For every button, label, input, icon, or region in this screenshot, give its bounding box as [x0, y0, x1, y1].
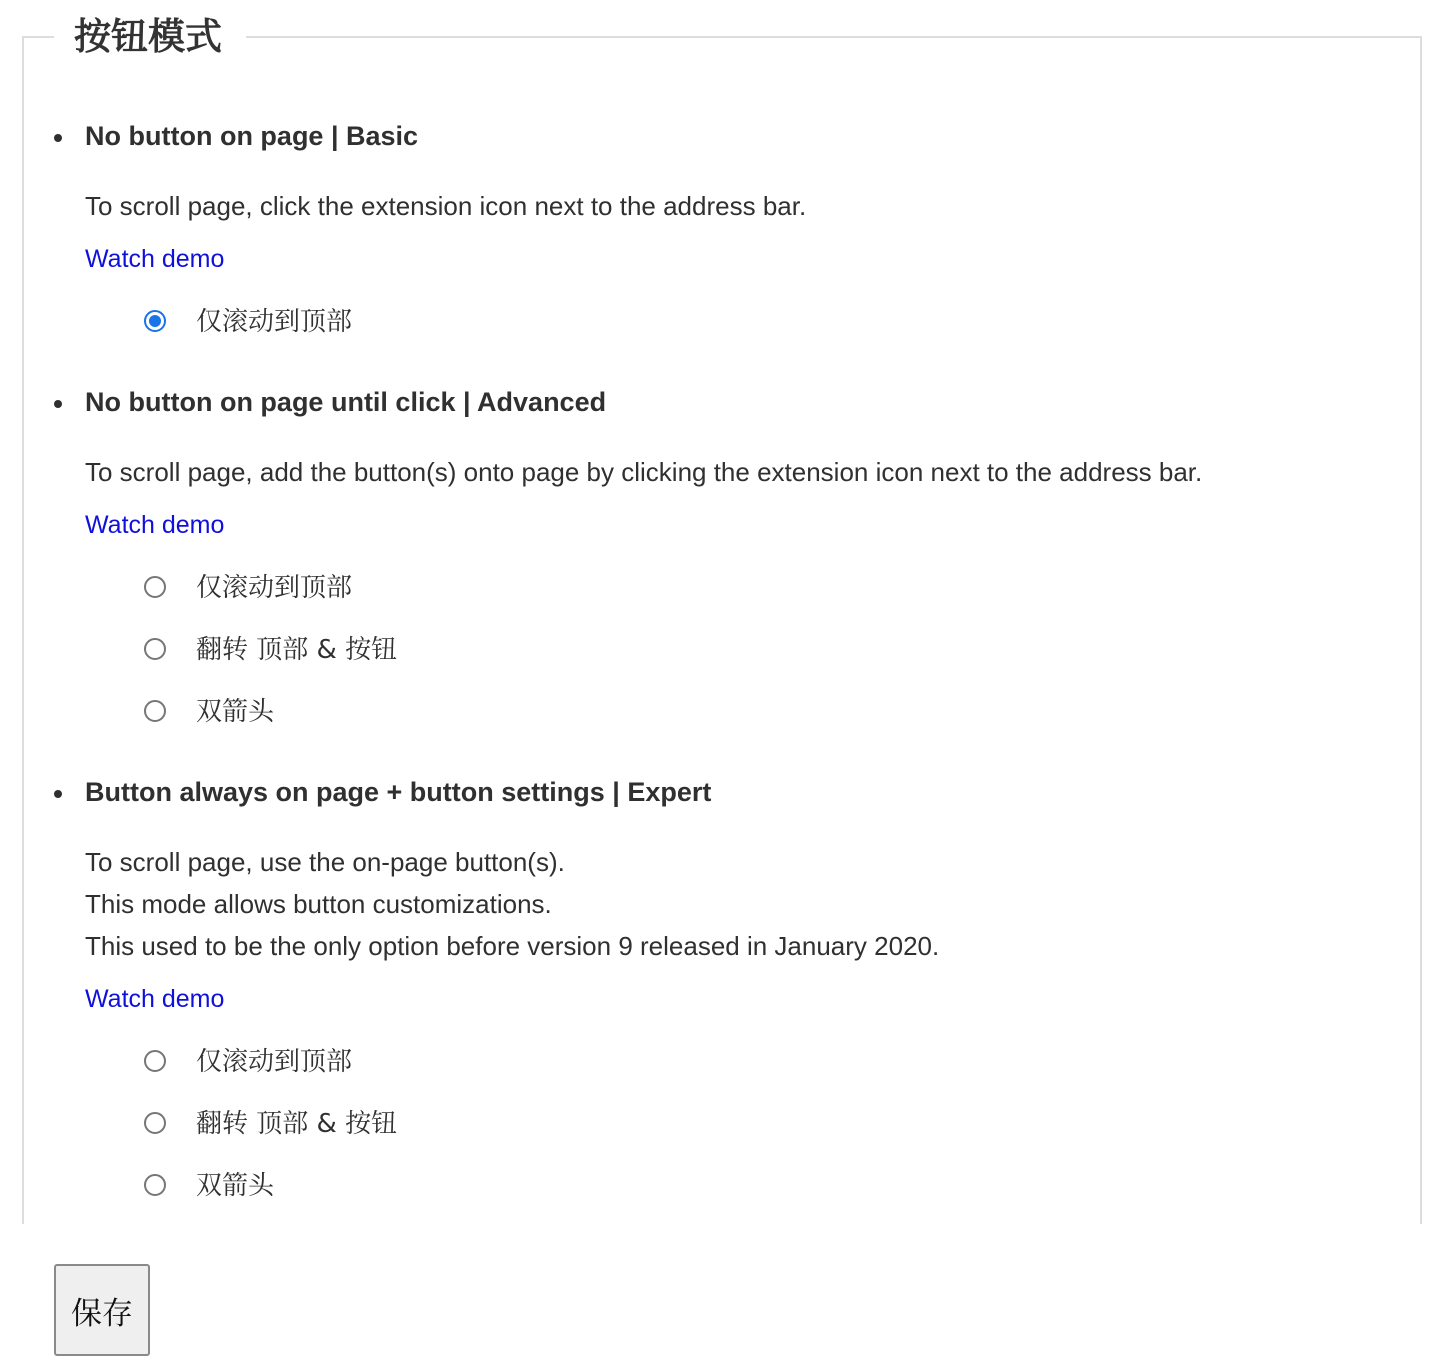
mode-expert-watch-demo-link[interactable]: Watch demo	[85, 985, 225, 1013]
list-bullet	[54, 790, 62, 798]
mode-expert-description-line-3: This used to be the only option before version 9 released in January 2020.	[85, 931, 940, 961]
mode-expert-title: Button always on page + button settings | Expert	[85, 777, 712, 807]
fieldset-border-top-right	[246, 36, 1422, 38]
list-bullet	[54, 400, 62, 408]
mode-advanced-radio-scroll-top[interactable]	[144, 576, 166, 598]
mode-expert-radio-scroll-top-label[interactable]: 仅滚动到顶部	[196, 1047, 353, 1077]
mode-expert-radio-dual-arrows-label[interactable]: 双箭头	[196, 1171, 275, 1201]
save-button[interactable]: 保存	[54, 1264, 150, 1356]
mode-advanced-radio-scroll-top-label[interactable]: 仅滚动到顶部	[196, 573, 353, 603]
mode-expert-description-line-2: This mode allows button customizations.	[85, 889, 552, 919]
mode-basic-radio-scroll-top-label[interactable]: 仅滚动到顶部	[196, 307, 353, 337]
mode-basic-radio-scroll-top[interactable]	[144, 310, 166, 332]
fieldset-border-right	[1420, 36, 1422, 1224]
mode-advanced-radio-flip-top-bottom[interactable]	[144, 638, 166, 660]
mode-advanced-description: To scroll page, add the button(s) onto page by clicking the extension icon next to the address bar.	[85, 457, 1203, 487]
mode-expert-radio-flip-top-bottom[interactable]	[144, 1112, 166, 1134]
mode-advanced-watch-demo-link[interactable]: Watch demo	[85, 511, 225, 539]
fieldset-border-left	[22, 36, 24, 1224]
mode-advanced-radio-dual-arrows[interactable]	[144, 700, 166, 722]
mode-advanced-title: No button on page until click | Advanced	[85, 387, 607, 417]
fieldset-border-top-left	[22, 36, 54, 38]
mode-basic-description: To scroll page, click the extension icon next to the address bar.	[85, 191, 807, 221]
mode-expert-description-line-1: To scroll page, use the on-page button(s).	[85, 847, 565, 877]
mode-advanced-radio-flip-top-bottom-label[interactable]: 翻转 顶部 & 按钮	[196, 635, 398, 665]
mode-expert-radio-dual-arrows[interactable]	[144, 1174, 166, 1196]
mode-expert-radio-flip-top-bottom-label[interactable]: 翻转 顶部 & 按钮	[196, 1109, 398, 1139]
list-bullet	[54, 134, 62, 142]
mode-basic-watch-demo-link[interactable]: Watch demo	[85, 245, 225, 273]
mode-expert-radio-scroll-top[interactable]	[144, 1050, 166, 1072]
mode-advanced-radio-dual-arrows-label[interactable]: 双箭头	[196, 697, 275, 727]
fieldset-legend: 按钮模式	[74, 15, 222, 58]
mode-basic-title: No button on page | Basic	[85, 121, 419, 151]
